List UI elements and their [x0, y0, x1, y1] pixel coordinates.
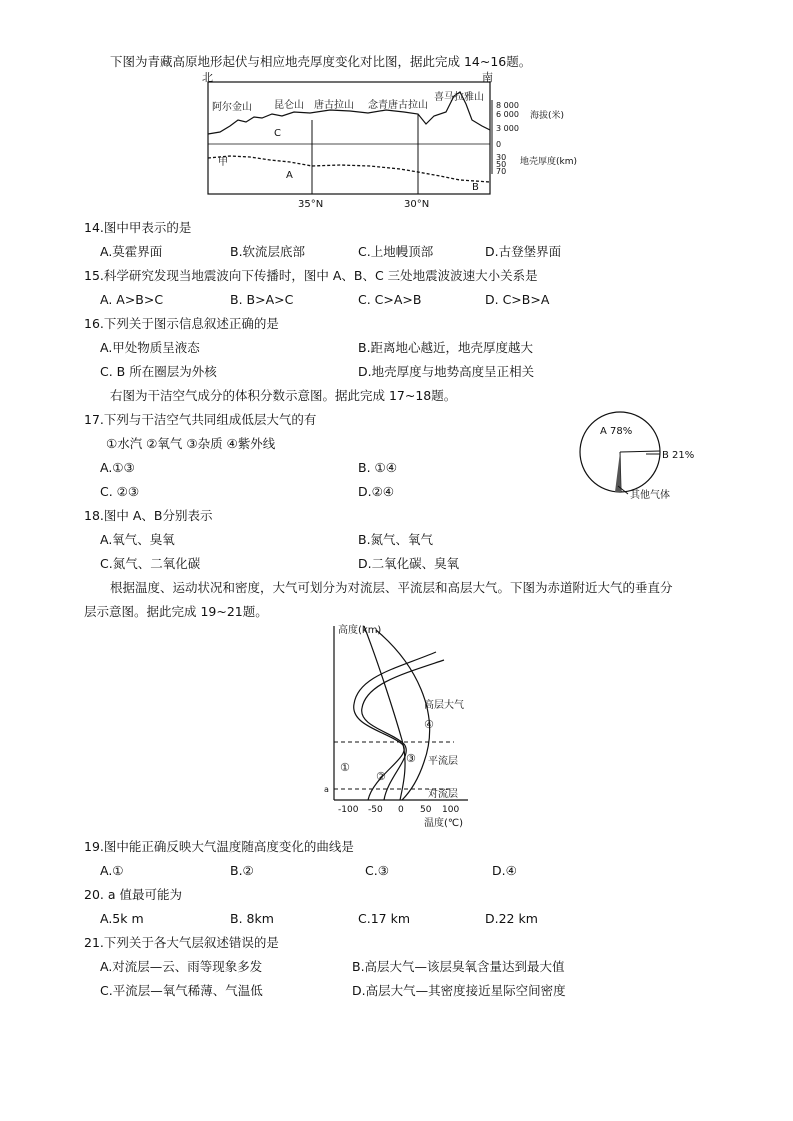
moho-dashed-line	[208, 156, 490, 182]
q17-items: ①水汽 ②氧气 ③杂质 ④紫外线	[106, 436, 276, 451]
intro-19-21-line2: 层示意图。据此完成 19~21题。	[84, 604, 268, 619]
q21-option-a[interactable]: A.对流层—云、雨等现象多发	[100, 959, 263, 974]
curve-2-label: ②	[376, 770, 386, 783]
mountain-tanggula: 唐古拉山	[314, 100, 354, 111]
mountain-himalaya: 喜马拉雅山	[434, 92, 484, 103]
alt-tick-0: 0	[496, 140, 502, 149]
q19-option-d[interactable]: D.④	[492, 863, 517, 878]
alt-tick-3000: 3 000	[496, 124, 519, 133]
x-axis-label: 温度(℃)	[424, 818, 464, 829]
q18-option-a[interactable]: A.氧气、臭氧	[100, 532, 175, 547]
q20-option-c[interactable]: C.17 km	[358, 911, 410, 926]
label-c: C	[274, 128, 281, 139]
q17-option-b[interactable]: B. ①④	[358, 460, 397, 475]
q20-option-b[interactable]: B. 8km	[230, 911, 274, 926]
q19-option-c[interactable]: C.③	[365, 863, 389, 878]
q17-option-a[interactable]: A.①③	[100, 460, 135, 475]
q14-stem: 14.图中甲表示的是	[84, 220, 192, 235]
a-tick-label: a	[324, 785, 329, 794]
q17-option-d[interactable]: D.②④	[358, 484, 395, 499]
x-tick-0: 0	[398, 805, 404, 815]
layer-trop-label: 对流层	[428, 789, 458, 800]
pie-label-b: B 21%	[662, 450, 695, 461]
q18-option-b[interactable]: B.氮气、氧气	[358, 532, 434, 547]
atmosphere-layer-figure	[318, 622, 488, 832]
x-tick-100: 100	[442, 805, 460, 815]
q16-option-c[interactable]: C. B 所在圈层为外核	[100, 364, 217, 379]
q15-option-d[interactable]: D. C>B>A	[485, 292, 550, 307]
crust-axis-label: 地壳厚度(km)	[520, 157, 578, 167]
q15-option-c[interactable]: C. C>A>B	[358, 292, 422, 307]
q14-option-b[interactable]: B.软流层底部	[230, 244, 306, 259]
q19-option-b[interactable]: B.②	[230, 863, 254, 878]
q14-option-c[interactable]: C.上地幔顶部	[358, 244, 434, 259]
x-tick-neg100: -100	[338, 805, 359, 815]
q20-stem: 20. a 值最可能为	[84, 887, 182, 902]
q15-option-a[interactable]: A. A>B>C	[100, 292, 164, 307]
layer-upper-label: 高层大气	[424, 700, 464, 711]
q21-option-b[interactable]: B.高层大气—该层臭氧含量达到最大值	[352, 959, 565, 974]
mountain-kunlun: 昆仑山	[274, 100, 304, 111]
q20-option-d[interactable]: D.22 km	[485, 911, 538, 926]
q21-stem: 21.下列关于各大气层叙述错误的是	[84, 935, 279, 950]
q16-stem: 16.下列关于图示信息叙述正确的是	[84, 316, 279, 331]
q14-option-d[interactable]: D.古登堡界面	[485, 244, 562, 259]
alt-tick-6000: 6 000	[496, 110, 519, 119]
q16-option-b[interactable]: B.距离地心越近，地壳厚度越大	[358, 340, 534, 355]
x-tick-neg50: -50	[368, 805, 383, 815]
q15-option-b[interactable]: B. B>A>C	[230, 292, 294, 307]
label-jia: 甲	[218, 157, 228, 168]
north-label: 北	[202, 71, 213, 84]
q21-option-c[interactable]: C.平流层—氧气稀薄、气温低	[100, 983, 263, 998]
q14-option-a[interactable]: A.莫霍界面	[100, 244, 163, 259]
pie-label-other: 其他气体	[630, 490, 670, 501]
q21-option-d[interactable]: D.高层大气—其密度接近星际空间密度	[352, 983, 566, 998]
q18-option-d[interactable]: D.二氧化碳、臭氧	[358, 556, 460, 571]
y-axis-label: 高度(km)	[338, 625, 382, 636]
curve-1-label: ①	[340, 761, 350, 774]
q18-option-c[interactable]: C.氮气、二氧化碳	[100, 556, 201, 571]
lat-35-label: 35°N	[298, 199, 324, 210]
x-tick-50: 50	[420, 805, 432, 815]
label-a: A	[286, 170, 293, 181]
q16-option-a[interactable]: A.甲处物质呈液态	[100, 340, 200, 355]
q16-option-d[interactable]: D.地壳厚度与地势高度呈正相关	[358, 364, 535, 379]
air-composition-pie	[568, 410, 708, 510]
q19-stem: 19.图中能正确反映大气温度随高度变化的曲线是	[84, 839, 354, 854]
q15-stem: 15.科学研究发现当地震波向下传播时，图中 A、B、C 三处地震波波速大小关系是	[84, 268, 538, 283]
label-b: B	[472, 182, 479, 193]
crust-tick-30: 30	[496, 153, 507, 162]
altitude-axis-label: 海拔(米)	[530, 111, 565, 121]
intro-17-18: 右图为干洁空气成分的体积分数示意图。据此完成 17~18题。	[110, 388, 457, 403]
crust-tick-70: 70	[496, 167, 507, 176]
curve-4-label: ④	[424, 718, 434, 731]
alt-tick-8000: 8 000	[496, 101, 519, 110]
curve-3-label: ③	[406, 752, 416, 765]
layer-strat-label: 平流层	[428, 756, 458, 767]
q17-stem: 17.下列与干洁空气共同组成低层大气的有	[84, 412, 317, 427]
mountain-aerjin: 阿尔金山	[212, 102, 252, 113]
intro-19-21-line1: 根据温度、运动状况和密度，大气可划分为对流层、平流层和高层大气。下图为赤道附近大气的垂直分	[110, 580, 673, 595]
south-label: 南	[482, 71, 493, 84]
mountain-nianqing: 念青唐古拉山	[368, 100, 428, 111]
lat-30-label: 30°N	[404, 199, 430, 210]
q20-option-a[interactable]: A.5k m	[100, 911, 144, 926]
crust-tick-50: 50	[496, 160, 507, 169]
intro-14-16: 下图为青藏高原地形起伏与相应地壳厚度变化对比图，据此完成 14~16题。	[110, 54, 532, 69]
q19-option-a[interactable]: A.①	[100, 863, 124, 878]
pie-label-a: A 78%	[600, 426, 633, 437]
tibet-crust-figure	[190, 70, 578, 210]
q18-stem: 18.图中 A、B分别表示	[84, 508, 213, 523]
q17-option-c[interactable]: C. ②③	[100, 484, 140, 499]
